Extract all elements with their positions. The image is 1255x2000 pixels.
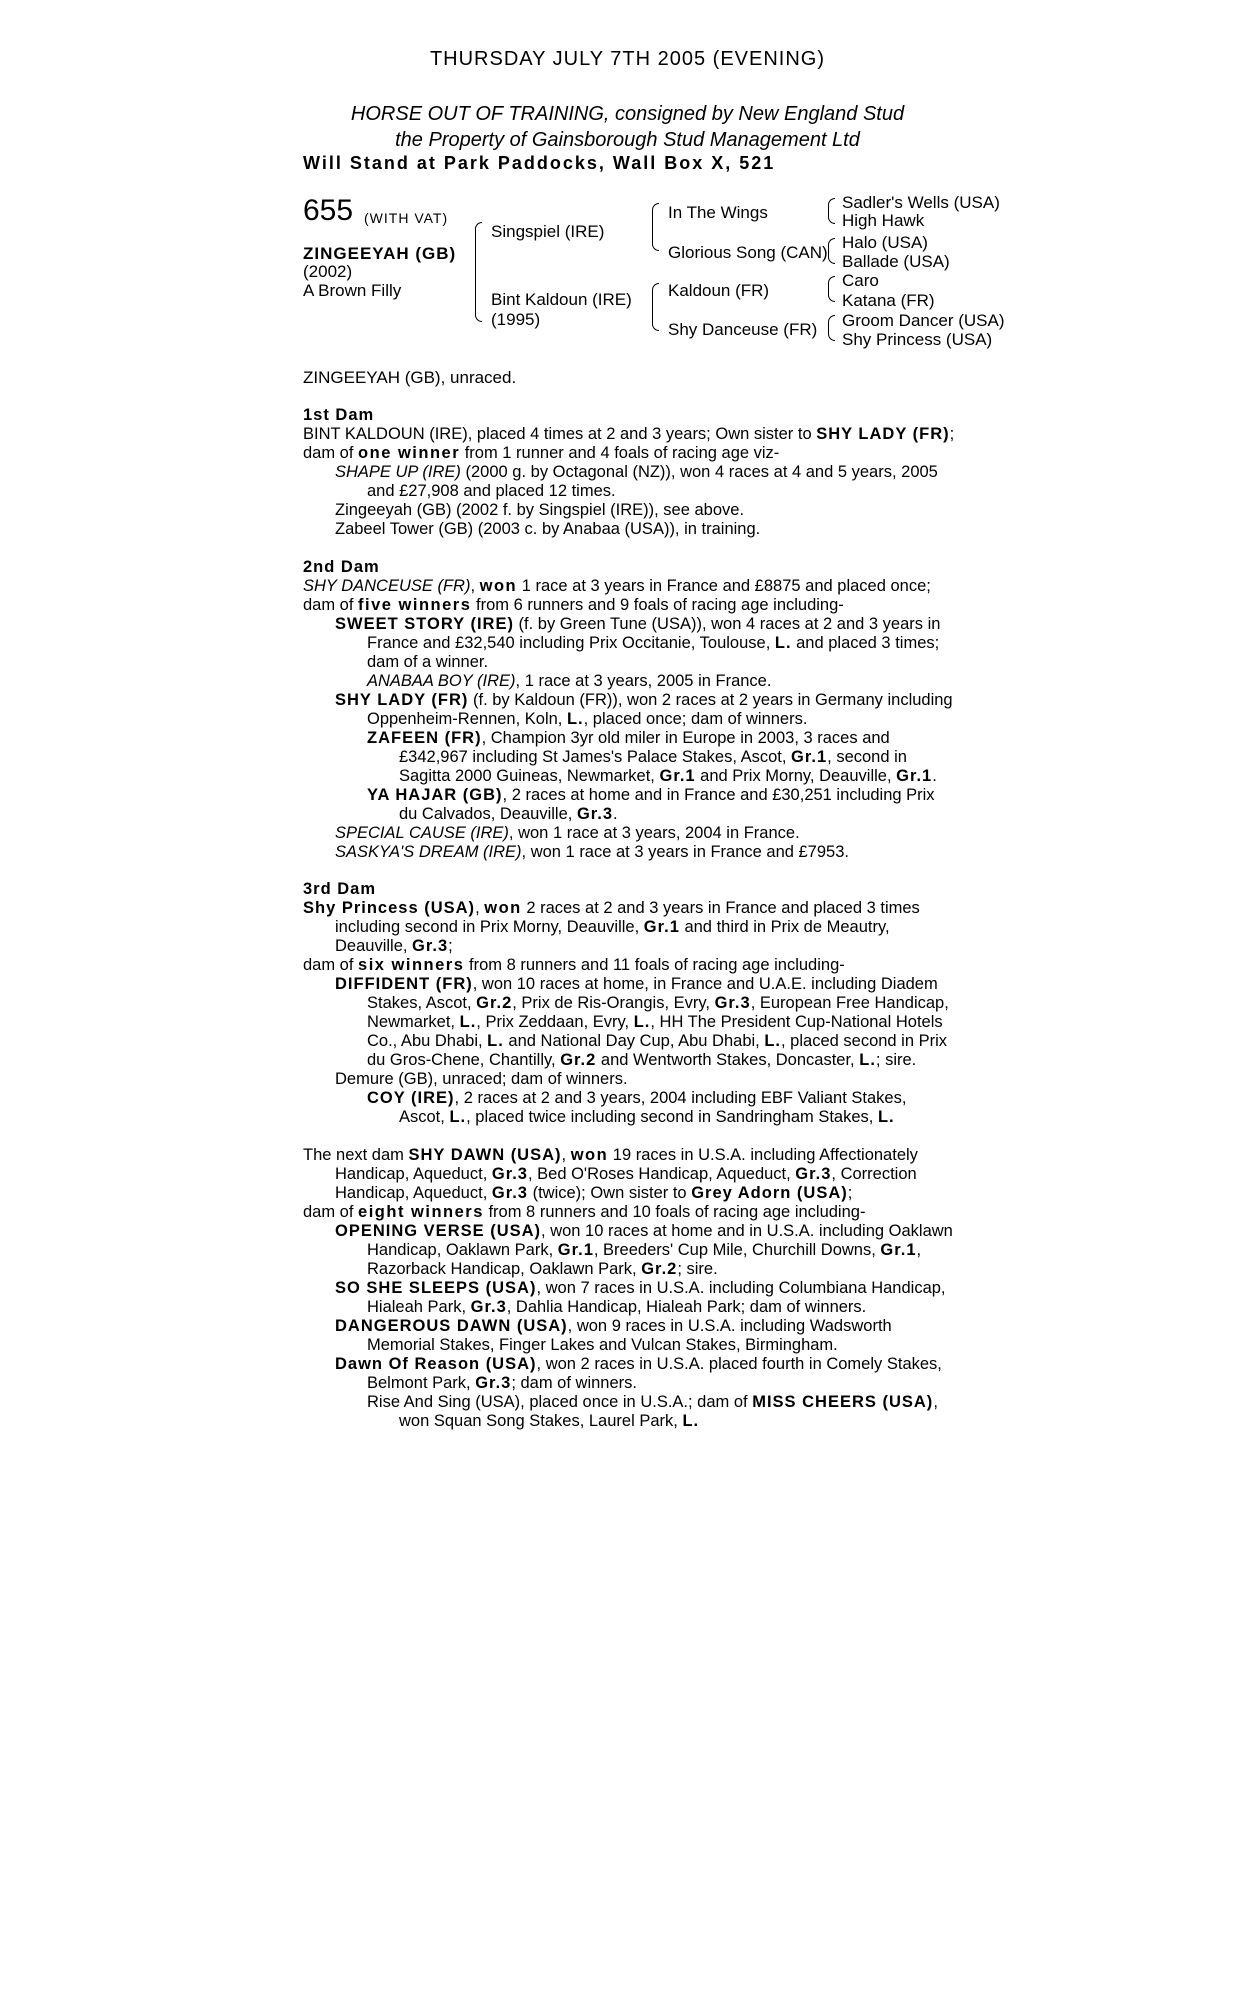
produce-entry: SHY LADY (FR) (f. by Kaldoun (FR)), won 2 races at 2 years in Germany including Oppenheim-Rennen, Koln, L., placed once; dam of winners.: [335, 691, 953, 728]
produce-entry: YA HAJAR (GB), 2 races at home and in France and £30,251 including Prix du Calvados, Deauville, Gr.3.: [367, 786, 935, 823]
produce-entry: Zabeel Tower (GB) (2003 c. by Anabaa (USA)), in training.: [335, 520, 761, 538]
pedigree-dam-sire: Kaldoun (FR): [668, 281, 770, 300]
pedigree-g2: High Hawk: [842, 211, 925, 230]
produce-entry: DIFFIDENT (FR), won 10 races at home, in France and U.A.E. including Diadem Stakes, Ascot, Gr.2, Prix de Ris-Orangis, Evry, Gr.3, European Free Handicap, Newmarket, L., Prix Zeddaan, Evry, L., HH The President Cup-National Hotels Co., Abu Dhabi, L. and National Day Cup, Abu Dhabi, L., placed second in Prix du Gros-Chene, Chantilly, Gr.2 and Wentworth Stakes, Doncaster, L.; sire.: [335, 975, 949, 1069]
third-dam-section: [303, 880, 955, 1127]
foaling-year: (2002): [303, 262, 353, 281]
pedigree-sire-sire: In The Wings: [668, 203, 768, 222]
pedigree-g5: Caro: [842, 271, 879, 290]
pedigree-sire-dam: Glorious Song (CAN): [668, 243, 828, 262]
produce-entry: SHAPE UP (IRE) (2000 g. by Octagonal (NZ)), won 4 races at 4 and 5 years, 2005 and £27,908 and placed 12 times.: [335, 463, 938, 500]
pedigree-brace: [828, 315, 835, 341]
race-record-summary: ZINGEEYAH (GB), unraced.: [303, 368, 517, 387]
pedigree-sire: Singspiel (IRE): [491, 222, 605, 241]
second-dam-section: [303, 558, 955, 862]
pedigree-brace: [828, 276, 835, 302]
produce-summary: dam of one winner from 1 runner and 4 foals of racing age viz-: [303, 444, 780, 462]
stand-location: Will Stand at Park Paddocks, Wall Box X, 521: [303, 153, 776, 173]
produce-entry: OPENING VERSE (USA), won 10 races at home and in U.S.A. including Oaklawn Handicap, Oaklawn Park, Gr.1, Breeders' Cup Mile, Churchill Downs, Gr.1, Razorback Handicap, Oaklawn Park, Gr.2; sire.: [335, 1222, 953, 1278]
pedigree-brace: [475, 222, 482, 322]
section-heading: 1st Dam: [303, 406, 375, 424]
dam-record: BINT KALDOUN (IRE), placed 4 times at 2 and 3 years; Own sister to SHY LADY (FR);: [303, 425, 955, 443]
pedigree-dam-year: (1995): [491, 310, 541, 329]
produce-summary: dam of eight winners from 8 runners and 10 foals of racing age including-: [303, 1203, 866, 1221]
pedigree-g6: Katana (FR): [842, 291, 935, 310]
sale-date-heading: THURSDAY JULY 7TH 2005 (EVENING): [429, 48, 826, 70]
produce-entry: SASKYA'S DREAM (IRE), won 1 race at 3 years in France and £7953.: [335, 843, 849, 861]
consignment-line: HORSE OUT OF TRAINING, consigned by New England Stud: [350, 103, 905, 125]
pedigree-brace: [652, 203, 659, 251]
pedigree-g3: Halo (USA): [842, 233, 928, 252]
pedigree-dam-dam: Shy Danceuse (FR): [668, 320, 818, 339]
produce-entry: Zingeeyah (GB) (2002 f. by Singspiel (IRE)), see above.: [335, 501, 745, 519]
produce-entry: DANGEROUS DAWN (USA), won 9 races in U.S.A. including Wadsworth Memorial Stakes, Finger Lakes and Vulcan Stakes, Birmingham.: [335, 1317, 892, 1354]
produce-entry: Rise And Sing (USA), placed once in U.S.A.; dam of MISS CHEERS (USA), won Squan Song Stakes, Laurel Park, L.: [367, 1393, 938, 1430]
dam-record: The next dam SHY DAWN (USA), won 19 races in U.S.A. including Affectionately Handicap, Aqueduct, Gr.3, Bed O'Roses Handicap, Aqueduct, Gr.3, Correction Handicap, Aqueduct, Gr.3 (twice); Own sister to Grey Adorn (USA);: [303, 1146, 918, 1202]
pedigree-g4: Ballade (USA): [842, 252, 950, 271]
lot-number: 655: [303, 194, 354, 227]
produce-entry: ANABAA BOY (IRE), 1 race at 3 years, 2005 in France.: [367, 672, 772, 690]
pedigree-g7: Groom Dancer (USA): [842, 311, 1005, 330]
produce-entry: COY (IRE), 2 races at 2 and 3 years, 2004 including EBF Valiant Stakes, Ascot, L., placed twice including second in Sandringham Stakes, L.: [367, 1089, 907, 1126]
produce-entry: SPECIAL CAUSE (IRE), won 1 race at 3 years, 2004 in France.: [335, 824, 800, 842]
horse-name: ZINGEEYAH (GB): [303, 244, 457, 263]
vat-note: (WITH VAT): [364, 210, 449, 226]
section-heading: 3rd Dam: [303, 880, 377, 898]
dam-record: Shy Princess (USA), won 2 races at 2 and 3 years in France and placed 3 times including second in Prix Morny, Deauville, Gr.1 and third in Prix de Meautry, Deauville, Gr.3;: [303, 899, 920, 955]
property-line: the Property of Gainsborough Stud Management Ltd: [395, 129, 860, 151]
section-heading: 2nd Dam: [303, 558, 380, 576]
pedigree-brace: [828, 238, 835, 264]
horse-description: A Brown Filly: [303, 281, 402, 300]
produce-summary: dam of five winners from 6 runners and 9 foals of racing age including-: [303, 596, 844, 614]
pedigree-dam: Bint Kaldoun (IRE): [491, 290, 632, 309]
produce-entry: SWEET STORY (IRE) (f. by Green Tune (USA)), won 4 races at 2 and 3 years in France and £32,540 including Prix Occitanie, Toulouse, L. and placed 3 times; dam of a winner.: [335, 615, 941, 671]
next-dam-section: [303, 1146, 955, 1431]
pedigree-g1: Sadler's Wells (USA): [842, 193, 1000, 212]
pedigree-brace: [828, 198, 835, 224]
pedigree-brace: [652, 283, 659, 331]
dam-record: SHY DANCEUSE (FR), won 1 race at 3 years in France and £8875 and placed once;: [303, 577, 931, 595]
produce-entry: SO SHE SLEEPS (USA), won 7 races in U.S.A. including Columbiana Handicap, Hialeah Park, Gr.3, Dahlia Handicap, Hialeah Park; dam of winners.: [335, 1279, 946, 1316]
pedigree-g8: Shy Princess (USA): [842, 330, 993, 349]
first-dam-section: [303, 406, 955, 539]
produce-entry: Dawn Of Reason (USA), won 2 races in U.S.A. placed fourth in Comely Stakes, Belmont Park, Gr.3; dam of winners.: [335, 1355, 942, 1392]
produce-entry: ZAFEEN (FR), Champion 3yr old miler in Europe in 2003, 3 races and £342,967 including St James's Palace Stakes, Ascot, Gr.1, second in Sagitta 2000 Guineas, Newmarket, Gr.1 and Prix Morny, Deauville, Gr.1.: [367, 729, 937, 785]
produce-entry: Demure (GB), unraced; dam of winners.: [335, 1070, 628, 1088]
produce-summary: dam of six winners from 8 runners and 11 foals of racing age including-: [303, 956, 845, 974]
